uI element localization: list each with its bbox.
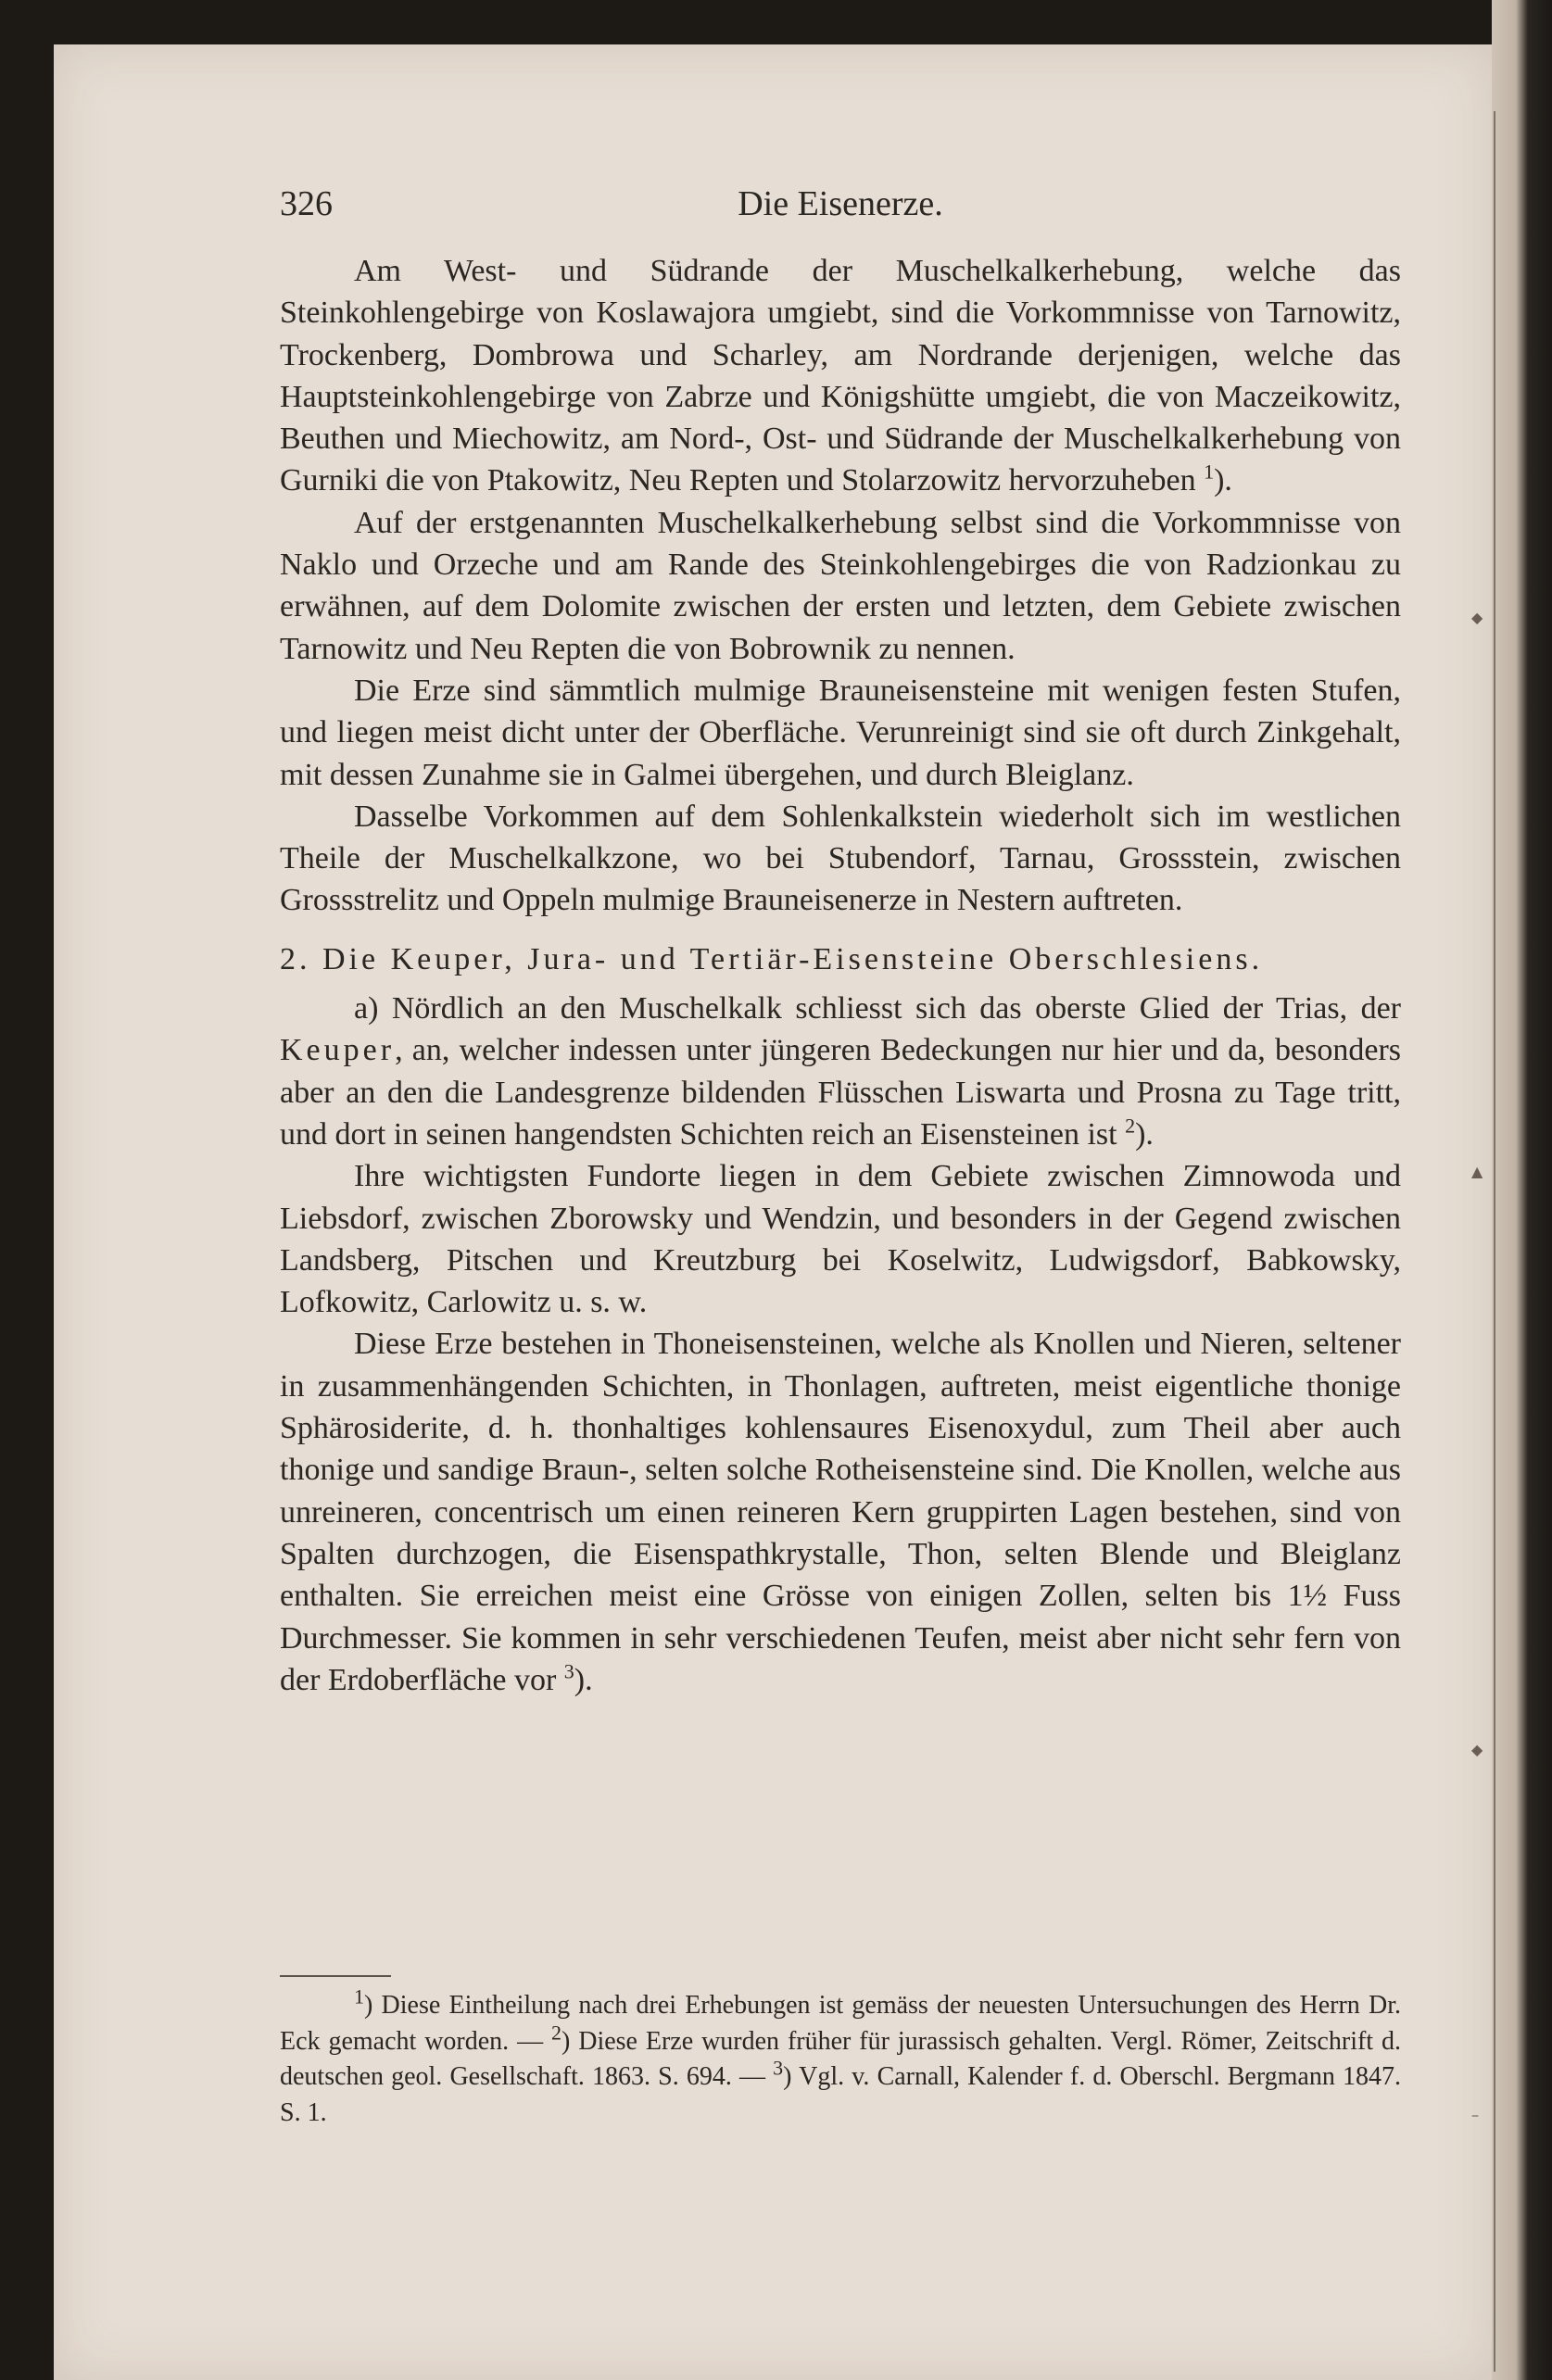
paragraph-text: Diese Erze bestehen in Thoneisensteinen, welche als Knollen und Nieren, seltener in zusammenhängenden Schichten, in Thonlagen, auftreten, meist eigentliche thonige Sphärosiderite, d. h. thonhaltiges kohlensaures Eisenoxydul, zum Theil aber auch thonige und sandige Braun-, selten solche Rotheisensteine sind. Die Knollen, welche aus unreineren, concentrisch um einen reineren Kern gruppirten Lagen bestehen, sind von Spalten durchzogen, die Eisenspathkrystalle, Thon, selten Blende und Bleiglanz enthalten. Sie erreichen meist eine Grösse von einigen Zollen, selten bis 1½ Fuss Durchmesser. Sie kommen in sehr verschiedenen Teufen, meist aber nicht sehr fern von der Erdoberfläche vor bbox=[280, 1327, 1401, 1697]
running-title: Die Eisenerze. bbox=[738, 184, 943, 223]
footnote-ref: 3 bbox=[563, 1659, 574, 1683]
margin-mark: ◆ bbox=[1471, 1741, 1483, 1758]
paragraph bbox=[280, 1323, 1401, 1701]
page-edge bbox=[1492, 0, 1552, 2380]
margin-mark: ◆ bbox=[1471, 609, 1483, 626]
footnote-mark: 3 bbox=[773, 2056, 784, 2080]
page-header bbox=[280, 183, 1401, 230]
footnote-ref: 1 bbox=[1204, 460, 1215, 485]
footnote-mark: 1 bbox=[354, 1984, 364, 2009]
paragraph: Dasselbe Vorkommen auf dem Sohlenkalkstein wiederholt sich im westlichen Theile der Muschelkalkzone, wo bei Stubendorf, Tarnau, Grossstein, zwischen Grossstrelitz und Oppeln mulmige Brauneisenerze in Nestern auftreten. bbox=[280, 799, 1401, 918]
footnote-mark: 2 bbox=[550, 2021, 561, 2045]
footnote-text: ) Diese Erze wurden früher für jurassisch gehalten. Vergl. Römer, Zeitschrift d. deutschen geol. Gesellschaft. 1863. S. 694. — bbox=[280, 2026, 1401, 2091]
footnote-text: ) Vgl. v. Carnall, Kalender f. d. Oberschl. Bergmann 1847. S. 1. bbox=[280, 2062, 1401, 2127]
body-text bbox=[280, 250, 1401, 1701]
paragraph: Ihre wichtigsten Fundorte liegen in dem Gebiete zwischen Zimnowoda und Liebsdorf, zwischen Zborowsky und Wendzin, und besonders in der Gegend zwischen Landsberg, Pitschen und Kreutzburg bei Koselwitz, Ludwigsdorf, Babkowsky, Lofkowitz, Carlowitz u. s. w. bbox=[280, 1159, 1401, 1320]
emphasized-term: Keuper bbox=[280, 1033, 396, 1068]
paragraph-text: Am West- und Südrande der Muschelkalkerhebung, welche das Steinkohlengebirge von Koslawajora umgiebt, sind die Vorkommnisse von Tarnowitz, Trockenberg, Dombrowa und Scharley, am Nordrande derjenigen, welche das Hauptsteinkohlengebirge von Zabrze und Königshütte umgiebt, die von Maczeikowitz, Beuthen und Miechowitz, am Nord-, Ost- und Südrande der Muschelkalkerhebung von Gurniki die von Ptakowitz, Neu Repten und Stolarzowitz hervorzuheben bbox=[280, 254, 1401, 498]
footnote-ref: 2 bbox=[1125, 1114, 1136, 1138]
paragraph-text: , an, welcher indessen unter jüngeren Bedeckungen nur hier und da, besonders aber an den die Landesgrenze bildenden Flüsschen Liswarta und Prosna zu Tage tritt, und dort in seinen hangendsten Schichten reich an Eisensteinen ist bbox=[280, 1033, 1401, 1152]
paragraph bbox=[280, 988, 1401, 1155]
paragraph-end: ). bbox=[574, 1662, 593, 1697]
paragraph: Auf der erstgenannten Muschelkalkerhebung selbst sind die Vorkommnisse von Naklo und Orzeche und am Rande des Steinkohlengebirges die von Radzionkau zu erwähnen, auf dem Dolomite zwischen der ersten und letzten, dem Gebiete zwischen Tarnowitz und Neu Repten die von Bobrownik zu nennen. bbox=[280, 505, 1401, 666]
footnotes bbox=[280, 1984, 1401, 2131]
paragraph-text: a) Nördlich an den Muschelkalk schliesst sich das oberste Glied der Trias, der bbox=[354, 991, 1401, 1026]
footnote-block bbox=[280, 1984, 1401, 2131]
paragraph-end: ). bbox=[1214, 463, 1232, 498]
paragraph-end: ). bbox=[1135, 1116, 1154, 1152]
margin-line bbox=[1494, 111, 1495, 2372]
section-heading: 2. Die Keuper, Jura- und Tertiär-Eisensteine Oberschlesiens. bbox=[280, 941, 1264, 976]
margin-mark: ▲ bbox=[1471, 1163, 1483, 1180]
paragraph bbox=[280, 250, 1401, 502]
footnote-rule bbox=[280, 1975, 391, 1977]
page-number: 326 bbox=[280, 184, 333, 223]
margin-mark: – bbox=[1471, 2106, 1479, 2123]
paragraph: Die Erze sind sämmtlich mulmige Brauneisensteine mit wenigen festen Stufen, und liegen meist dicht unter der Oberfläche. Verunreinigt sind sie oft durch Zinkgehalt, mit dessen Zunahme sie in Galmei übergehen, und durch Bleiglanz. bbox=[280, 673, 1401, 792]
footnote-text: ) Diese Eintheilung nach drei Erhebungen ist gemäss der neuesten Untersuchungen des Herrn Dr. Eck gemacht worden. — bbox=[280, 1991, 1401, 2056]
